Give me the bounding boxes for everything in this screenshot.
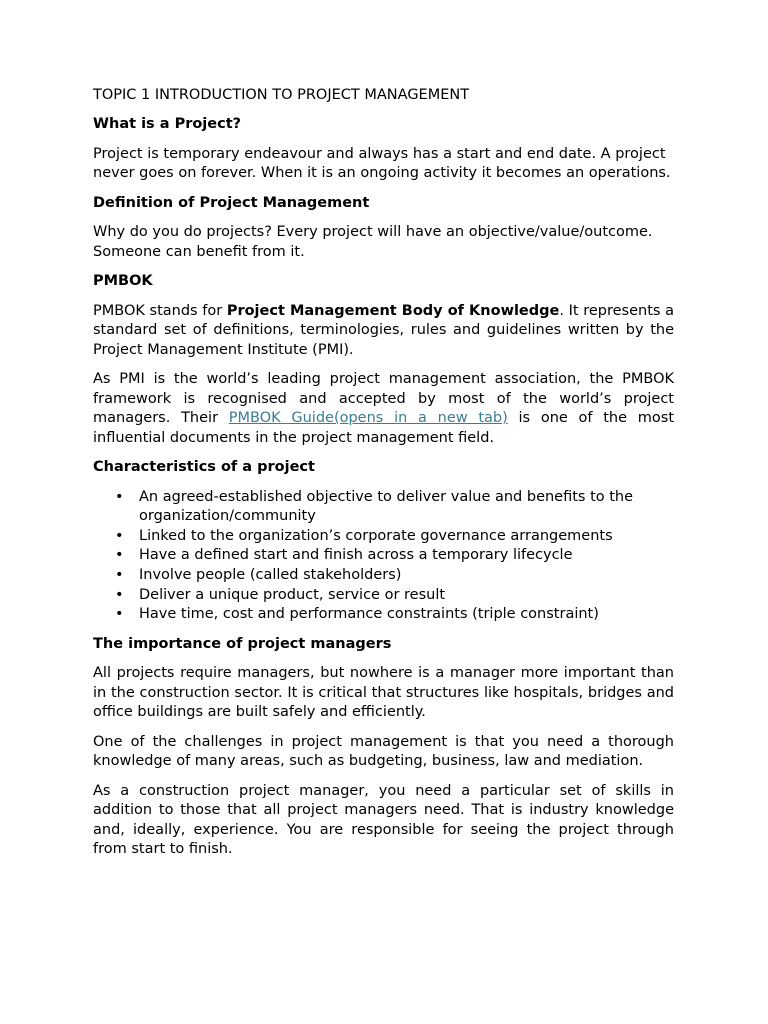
list-item: • Linked to the organization’s corporate governance arrangements <box>139 527 674 547</box>
pmbok-full-name: Project Management Body of Knowledge <box>226 302 560 319</box>
heading-importance: The importance of project managers <box>93 635 392 652</box>
heading-definition: Definition of Project Management <box>93 194 370 211</box>
importance-paragraph-2: One of the challenges in project management is that you need a thorough knowledge of many areas, such as budgeting, business, law and mediation. <box>93 733 674 770</box>
heading-characteristics: Characteristics of a project <box>93 459 315 476</box>
importance-paragraph-1: All projects require managers, but nowhere is a manager more important than in the construction sector. It is critical that structures like hospitals, bridges and office buildings are built safely and efficiently. <box>93 665 674 721</box>
pmbok-p2-suffix: is one of the most influential documents in the project management field. <box>93 410 675 446</box>
what-is-project-paragraph: Project is temporary endeavour and always has a start and end date. A project never goes on forever. When it is an ongoing activity it becomes an operations. <box>93 145 671 182</box>
pmbok-paragraph-2 <box>93 370 674 448</box>
pmbok-paragraph-1 <box>93 302 674 361</box>
pmbok-p2-prefix: As PMI is the world’s leading project management association, the PMBOK framework is recognised and accepted by most of the world’s project managers. Their <box>93 371 674 427</box>
heading-what-is-project: What is a Project? <box>93 116 242 133</box>
pmbok-guide-link[interactable]: PMBOK Guide(opens in a new tab) <box>228 410 508 427</box>
document-title: TOPIC 1 INTRODUCTION TO PROJECT MANAGEMENT <box>93 87 470 103</box>
definition-paragraph: Why do you do projects? Every project will have an objective/value/outcome. Someone can benefit from it. <box>93 224 653 260</box>
document-page <box>93 86 674 870</box>
list-item: • Involve people (called stakeholders) <box>139 566 674 586</box>
heading-pmbok: PMBOK <box>93 273 153 290</box>
list-item: • Have a defined start and finish across a temporary lifecycle <box>139 546 674 566</box>
list-item: • An agreed-established objective to deliver value and benefits to the organization/community <box>139 488 674 527</box>
list-item: • Deliver a unique product, service or result <box>139 586 674 606</box>
pmbok-p1-suffix: . It represents a standard set of definitions, terminologies, rules and guidelines written by the Project Management Institute (PMI). <box>93 302 674 358</box>
characteristics-list <box>93 488 674 625</box>
importance-paragraph-3: As a construction project manager, you need a particular set of skills in addition to those that all project managers need. That is industry knowledge and, ideally, experience. You are responsible for seeing the project through from start to finish. <box>93 782 674 858</box>
list-item: • Have time, cost and performance constraints (triple constraint) <box>139 605 674 625</box>
pmbok-p1-prefix: PMBOK stands for <box>93 302 227 319</box>
